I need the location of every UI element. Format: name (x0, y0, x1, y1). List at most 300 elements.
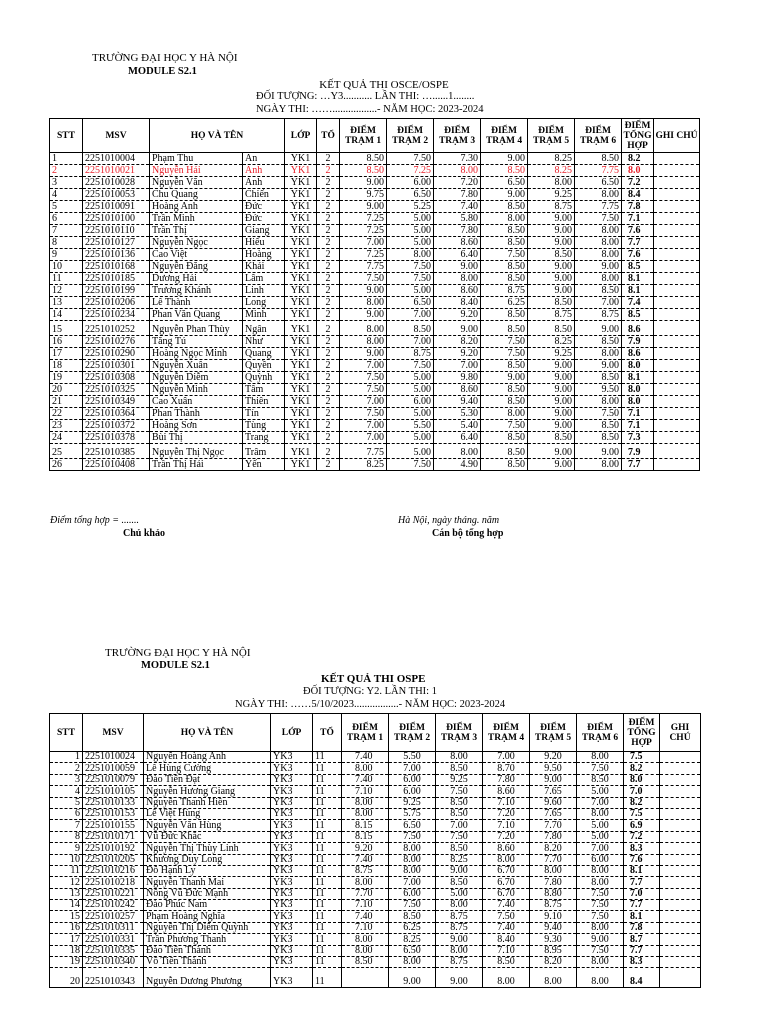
cell-station-3: 9.00 (434, 261, 481, 273)
cell-station-6: 5.00 (577, 831, 624, 842)
cell-station-2: 8.75 (387, 348, 434, 360)
cell-stt: 13 (50, 297, 83, 309)
cell-stt: 15 (50, 321, 83, 336)
cell-station-5: 8.75 (528, 309, 575, 321)
cell-given-name: Minh (243, 309, 285, 321)
cell-station-6: 9.00 (575, 261, 622, 273)
header-station-3: ĐIỂM TRẠM 3 (434, 119, 481, 153)
table-row (50, 285, 700, 297)
cell-notes (660, 752, 701, 763)
table-row (50, 888, 701, 899)
cell-station-3: 9.40 (434, 396, 481, 408)
header-class: LỚP (285, 119, 317, 153)
cell-station-4: 7.20 (483, 831, 530, 842)
header-total: ĐIỂM TỔNG HỢP (624, 714, 660, 752)
cell-msv: 2251010127 (83, 237, 150, 249)
cell-notes (660, 797, 701, 808)
cell-station-5: 9.50 (530, 763, 577, 774)
cell-stt: 17 (50, 934, 83, 945)
cell-stt: 20 (50, 384, 83, 396)
cell-total: 8.1 (622, 285, 654, 297)
cell-group: 2 (317, 420, 340, 432)
cell-station-2: 5.50 (387, 420, 434, 432)
cell-notes (660, 854, 701, 865)
cell-msv: 2251010028 (83, 177, 150, 189)
cell-station-6: 5.00 (577, 786, 624, 797)
cell-station-2: 5.00 (387, 408, 434, 420)
cell-station-3: 9.00 (436, 968, 483, 988)
cell-station-1: 8.00 (340, 336, 387, 348)
cell-station-2: 5.00 (387, 372, 434, 384)
cell-station-3: 9.00 (436, 865, 483, 876)
top-examiner-label: Chủ khảo (123, 528, 165, 539)
header-stt: STT (50, 119, 83, 153)
cell-stt: 24 (50, 432, 83, 444)
cell-station-2: 8.00 (387, 249, 434, 261)
cell-name: Nguyễn Thanh Mai (144, 877, 271, 888)
cell-name: Nguyễn Hoàng Anh (144, 752, 271, 763)
cell-name: Lê Hùng Cường (144, 763, 271, 774)
cell-station-2: 8.00 (389, 957, 436, 968)
cell-station-5: 7.65 (530, 808, 577, 819)
cell-given-name: Đức (243, 201, 285, 213)
cell-station-5: 8.50 (528, 249, 575, 261)
cell-group: 11 (313, 774, 342, 785)
header-station-4: ĐIỂM TRẠM 4 (483, 714, 530, 752)
cell-given-name: Tín (243, 408, 285, 420)
cell-stt: 14 (50, 900, 83, 911)
table-row (50, 372, 700, 384)
cell-station-2: 6.00 (387, 177, 434, 189)
cell-station-4: 8.50 (481, 201, 528, 213)
cell-notes (654, 360, 700, 372)
cell-station-6: 9.00 (575, 321, 622, 336)
cell-total: 8.0 (624, 774, 660, 785)
cell-total: 6.9 (624, 820, 660, 831)
cell-station-4: 7.50 (481, 249, 528, 261)
cell-station-1: 7.25 (340, 249, 387, 261)
cell-station-4: 8.00 (481, 213, 528, 225)
cell-class: YK1 (285, 201, 317, 213)
cell-notes (660, 888, 701, 899)
cell-station-6: 8.00 (575, 225, 622, 237)
cell-stt: 10 (50, 261, 83, 273)
cell-stt: 22 (50, 408, 83, 420)
cell-stt: 8 (50, 831, 83, 842)
cell-station-6: 6.00 (577, 854, 624, 865)
cell-station-5: 9.00 (528, 444, 575, 459)
cell-group: 2 (317, 396, 340, 408)
header-station-2: ĐIỂM TRẠM 2 (389, 714, 436, 752)
cell-stt: 8 (50, 237, 83, 249)
cell-station-1: 8.50 (340, 165, 387, 177)
cell-name: Nguyễn Hương Giang (144, 786, 271, 797)
cell-class: YK3 (271, 877, 313, 888)
cell-group: 11 (313, 808, 342, 819)
cell-class: YK3 (271, 820, 313, 831)
cell-station-2: 6.50 (387, 297, 434, 309)
cell-station-4: 8.50 (483, 957, 530, 968)
cell-station-4: 8.40 (483, 934, 530, 945)
cell-class: YK3 (271, 900, 313, 911)
cell-station-2: 6.50 (387, 189, 434, 201)
cell-station-1: 9.00 (340, 309, 387, 321)
cell-class: YK1 (285, 348, 317, 360)
cell-class: YK1 (285, 237, 317, 249)
cell-class: YK3 (271, 934, 313, 945)
cell-station-3: 7.20 (434, 177, 481, 189)
cell-station-1: 9.20 (342, 843, 389, 854)
cell-station-2: 7.50 (389, 900, 436, 911)
cell-total: 7.2 (622, 177, 654, 189)
table-row (50, 444, 700, 459)
cell-given-name: Quỳnh (243, 372, 285, 384)
cell-station-6: 7.75 (575, 201, 622, 213)
cell-station-5: 9.00 (528, 372, 575, 384)
cell-station-2: 7.00 (387, 309, 434, 321)
cell-station-1: 9.75 (340, 189, 387, 201)
cell-msv: 2251010133 (83, 797, 144, 808)
header-notes: GHI CHÚ (654, 119, 700, 153)
cell-total: 8.2 (624, 763, 660, 774)
cell-msv: 2251010205 (83, 854, 144, 865)
cell-station-1 (342, 968, 389, 988)
cell-given-name: Trâm (243, 444, 285, 459)
table-row (50, 763, 701, 774)
cell-class: YK1 (285, 459, 317, 471)
cell-station-6: 8.75 (575, 309, 622, 321)
cell-total: 8.1 (624, 865, 660, 876)
cell-station-4: 8.00 (483, 854, 530, 865)
cell-station-5: 9.00 (528, 360, 575, 372)
cell-total: 8.6 (622, 348, 654, 360)
table-row (50, 273, 700, 285)
table-row (50, 945, 701, 956)
cell-msv: 2251010385 (83, 444, 150, 459)
cell-station-5: 8.75 (530, 900, 577, 911)
cell-stt: 1 (50, 752, 83, 763)
cell-station-2: 8.00 (389, 843, 436, 854)
cell-station-3: 8.60 (434, 237, 481, 249)
cell-given-name: Quyền (243, 360, 285, 372)
cell-group: 11 (313, 968, 342, 988)
cell-stt: 16 (50, 336, 83, 348)
cell-group: 2 (317, 297, 340, 309)
cell-station-2: 5.00 (387, 237, 434, 249)
cell-stt: 4 (50, 786, 83, 797)
cell-station-3: 8.60 (434, 285, 481, 297)
cell-msv: 2251010252 (83, 321, 150, 336)
cell-station-1: 7.50 (340, 408, 387, 420)
cell-group: 2 (317, 384, 340, 396)
cell-station-1: 8.00 (342, 934, 389, 945)
cell-station-3: 7.50 (436, 831, 483, 842)
cell-station-5: 9.00 (528, 225, 575, 237)
cell-station-6: 7.50 (577, 945, 624, 956)
cell-station-2: 7.00 (389, 877, 436, 888)
cell-station-1: 8.00 (342, 877, 389, 888)
cell-class: YK3 (271, 911, 313, 922)
cell-station-5: 9.25 (528, 348, 575, 360)
cell-station-5: 9.00 (528, 396, 575, 408)
cell-msv: 2251010221 (83, 888, 144, 899)
cell-msv: 2251010335 (83, 945, 144, 956)
cell-station-4: 7.40 (483, 900, 530, 911)
table-row (50, 752, 701, 763)
cell-stt: 2 (50, 763, 83, 774)
cell-notes (654, 237, 700, 249)
cell-station-1: 7.50 (340, 384, 387, 396)
cell-class: YK3 (271, 786, 313, 797)
cell-station-6: 8.00 (575, 189, 622, 201)
cell-station-4: 8.50 (481, 396, 528, 408)
cell-given-name: Long (243, 297, 285, 309)
cell-station-2: 7.50 (387, 459, 434, 471)
cell-station-5: 8.25 (528, 165, 575, 177)
cell-station-2: 8.50 (389, 911, 436, 922)
cell-stt: 19 (50, 957, 83, 968)
cell-notes (654, 177, 700, 189)
table-row (50, 336, 700, 348)
cell-station-2: 5.00 (387, 213, 434, 225)
cell-station-2: 7.00 (387, 336, 434, 348)
cell-given-name: Anh (243, 177, 285, 189)
cell-group: 11 (313, 854, 342, 865)
cell-station-5: 8.25 (528, 336, 575, 348)
cell-notes (654, 396, 700, 408)
cell-total: 7.5 (624, 808, 660, 819)
cell-station-1: 7.40 (342, 854, 389, 865)
cell-station-6: 8.00 (577, 752, 624, 763)
cell-total: 7.9 (622, 336, 654, 348)
cell-station-2: 8.25 (389, 934, 436, 945)
table-row (50, 321, 700, 336)
cell-class: YK1 (285, 261, 317, 273)
cell-station-1: 7.10 (342, 922, 389, 933)
cell-notes (654, 420, 700, 432)
cell-station-6: 8.50 (575, 432, 622, 444)
cell-total: 7.7 (622, 237, 654, 249)
cell-station-6: 9.00 (575, 360, 622, 372)
cell-msv: 2251010153 (83, 808, 144, 819)
bottom-results-table (49, 713, 701, 988)
cell-stt: 23 (50, 420, 83, 432)
cell-station-2: 5.00 (387, 384, 434, 396)
cell-name: Nguyễn Thị Diễm Quỳnh (144, 922, 271, 933)
table-row (50, 786, 701, 797)
cell-station-6: 9.00 (577, 934, 624, 945)
cell-station-6: 8.50 (575, 372, 622, 384)
cell-station-4: 6.70 (483, 888, 530, 899)
cell-class: YK1 (285, 444, 317, 459)
cell-station-2: 6.00 (389, 774, 436, 785)
cell-station-3: 9.25 (436, 774, 483, 785)
cell-total: 8.2 (624, 797, 660, 808)
cell-station-5: 8.20 (530, 843, 577, 854)
cell-station-1: 7.50 (340, 372, 387, 384)
table-row (50, 843, 701, 854)
cell-station-5: 7.80 (530, 877, 577, 888)
cell-name: Hoàng Ngọc Minh (150, 348, 243, 360)
cell-total: 8.1 (622, 372, 654, 384)
header-station-6: ĐIỂM TRẠM 6 (577, 714, 624, 752)
cell-stt: 4 (50, 189, 83, 201)
cell-station-4: 8.00 (481, 408, 528, 420)
cell-total: 7.8 (624, 922, 660, 933)
cell-group: 2 (317, 153, 340, 165)
cell-station-6: 8.00 (575, 459, 622, 471)
cell-total: 8.3 (624, 957, 660, 968)
cell-msv: 2251010340 (83, 957, 144, 968)
cell-name: Trần Thị Hải (150, 459, 243, 471)
cell-class: YK1 (285, 384, 317, 396)
cell-total: 8.3 (624, 843, 660, 854)
cell-group: 2 (317, 321, 340, 336)
header-name: HỌ VÀ TÊN (150, 119, 285, 153)
cell-total: 8.6 (622, 321, 654, 336)
cell-station-3: 8.25 (436, 854, 483, 865)
cell-total: 8.4 (624, 968, 660, 988)
cell-station-4: 8.50 (481, 360, 528, 372)
cell-station-6: 7.50 (577, 911, 624, 922)
cell-station-3: 8.75 (436, 957, 483, 968)
cell-class: YK3 (271, 808, 313, 819)
cell-class: YK1 (285, 249, 317, 261)
header-station-6: ĐIỂM TRẠM 6 (575, 119, 622, 153)
cell-total: 8.0 (622, 396, 654, 408)
cell-class: YK3 (271, 831, 313, 842)
cell-notes (660, 831, 701, 842)
cell-station-1: 8.50 (340, 153, 387, 165)
cell-station-4: 7.40 (483, 922, 530, 933)
cell-name: Nguyễn Thị Ngọc (150, 444, 243, 459)
cell-station-2: 5.00 (387, 285, 434, 297)
cell-station-6: 7.50 (575, 408, 622, 420)
cell-msv: 2251010257 (83, 911, 144, 922)
cell-given-name: Ngân (243, 321, 285, 336)
cell-name: Nguyễn Ngọc (150, 237, 243, 249)
cell-total: 7.7 (624, 900, 660, 911)
cell-notes (660, 911, 701, 922)
cell-name: Trần Thị (150, 225, 243, 237)
cell-name: Bùi Thị (150, 432, 243, 444)
cell-name: Trương Khánh (150, 285, 243, 297)
cell-station-5: 9.10 (530, 911, 577, 922)
cell-msv: 2251010311 (83, 922, 144, 933)
bottom-subject-line: ĐỐI TƯỢNG: Y2. LẦN THI: 1 (303, 686, 437, 697)
cell-station-6: 9.00 (575, 444, 622, 459)
cell-station-1: 7.00 (340, 360, 387, 372)
cell-station-1: 9.00 (340, 201, 387, 213)
cell-station-5: 7.65 (530, 786, 577, 797)
cell-group: 11 (313, 888, 342, 899)
cell-msv: 2251010242 (83, 900, 144, 911)
cell-msv: 2251010004 (83, 153, 150, 165)
cell-station-6: 8.50 (575, 336, 622, 348)
cell-group: 2 (317, 249, 340, 261)
cell-station-5: 9.00 (528, 213, 575, 225)
cell-class: YK1 (285, 408, 317, 420)
cell-name: Nông Vũ Đức Mạnh (144, 888, 271, 899)
cell-given-name: An (243, 153, 285, 165)
header-msv: MSV (83, 119, 150, 153)
cell-station-1: 7.10 (342, 900, 389, 911)
cell-given-name: Khải (243, 261, 285, 273)
cell-station-2: 7.50 (389, 831, 436, 842)
cell-class: YK1 (285, 396, 317, 408)
cell-station-1: 7.25 (340, 225, 387, 237)
header-msv: MSV (83, 714, 144, 752)
table-row (50, 408, 700, 420)
cell-station-1: 7.00 (340, 420, 387, 432)
cell-group: 11 (313, 786, 342, 797)
cell-station-3: 9.00 (434, 321, 481, 336)
cell-station-3: 4.90 (434, 459, 481, 471)
cell-station-6: 8.00 (575, 348, 622, 360)
cell-stt: 6 (50, 808, 83, 819)
cell-stt: 12 (50, 285, 83, 297)
cell-class: YK1 (285, 321, 317, 336)
cell-msv: 2251010308 (83, 372, 150, 384)
cell-station-3: 8.00 (436, 945, 483, 956)
cell-station-6: 8.00 (575, 396, 622, 408)
table-row (50, 249, 700, 261)
top-compiler-label: Cán bộ tổng hợp (432, 528, 504, 539)
cell-stt: 10 (50, 854, 83, 865)
cell-msv: 2251010079 (83, 774, 144, 785)
cell-msv: 2251010364 (83, 408, 150, 420)
cell-station-1: 8.25 (340, 459, 387, 471)
cell-notes (654, 261, 700, 273)
cell-given-name: Tùng (243, 420, 285, 432)
header-station-1: ĐIỂM TRẠM 1 (342, 714, 389, 752)
cell-given-name: Giang (243, 225, 285, 237)
cell-station-1: 7.40 (342, 911, 389, 922)
cell-notes (654, 273, 700, 285)
cell-station-1: 8.50 (342, 957, 389, 968)
cell-total: 7.5 (624, 752, 660, 763)
cell-class: YK3 (271, 797, 313, 808)
cell-group: 2 (317, 225, 340, 237)
cell-stt: 9 (50, 843, 83, 854)
cell-station-3: 8.60 (434, 384, 481, 396)
cell-station-6: 8.00 (577, 808, 624, 819)
cell-class: YK3 (271, 843, 313, 854)
cell-total: 7.7 (622, 459, 654, 471)
top-date-line: NGÀY THI: …….................- NĂM HỌC: 2023-2024 (256, 104, 484, 115)
cell-notes (654, 372, 700, 384)
cell-station-2: 5.00 (387, 225, 434, 237)
cell-station-1: 8.15 (342, 831, 389, 842)
cell-msv: 2251010216 (83, 865, 144, 876)
table-row (50, 153, 700, 165)
table-row (50, 177, 700, 189)
cell-name: Võ Tiến Thành (144, 957, 271, 968)
cell-station-2: 5.25 (387, 201, 434, 213)
cell-station-5: 9.00 (528, 408, 575, 420)
cell-total: 7.7 (624, 877, 660, 888)
cell-class: YK1 (285, 360, 317, 372)
cell-station-4: 8.50 (481, 459, 528, 471)
cell-station-1: 9.00 (340, 348, 387, 360)
cell-station-4: 8.75 (481, 285, 528, 297)
cell-station-3: 7.00 (434, 360, 481, 372)
cell-station-4: 8.00 (483, 968, 530, 988)
cell-stt: 2 (50, 165, 83, 177)
cell-name: Phạm Thu (150, 153, 243, 165)
cell-station-2: 8.00 (389, 865, 436, 876)
cell-stt: 7 (50, 225, 83, 237)
